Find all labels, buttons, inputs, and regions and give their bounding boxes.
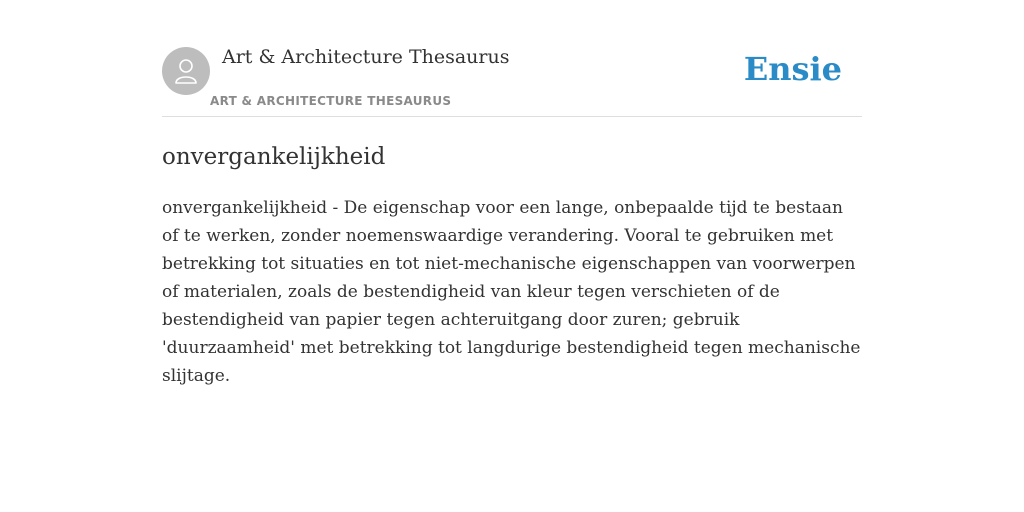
avatar[interactable] <box>162 47 210 95</box>
page-title: onvergankelijkheid <box>162 144 386 170</box>
entry-header <box>162 46 862 117</box>
entry-card <box>162 46 862 390</box>
source-label: ART & ARCHITECTURE THESAURUS <box>210 94 452 108</box>
ensie-logo[interactable]: Ensie <box>743 50 842 88</box>
definition-text: onvergankelijkheid - De eigenschap voor een lange, onbepaalde tijd te bestaan of te werken, zonder noemenswaardige verandering. Vooral te gebruiken met betrekking tot situaties en tot niet-mechanische eigenschappen van voorwerpen of materialen, zoals de bestendigheid van kleur tegen verschieten of de bestendigheid van papier tegen achteruitgang door zuren; gebruik 'duurzaamheid' met betrekking tot langdurige bestendigheid tegen mechanische slijtage. <box>162 198 861 386</box>
user-icon <box>171 56 201 86</box>
author-name[interactable]: Art & Architecture Thesaurus <box>222 46 510 68</box>
